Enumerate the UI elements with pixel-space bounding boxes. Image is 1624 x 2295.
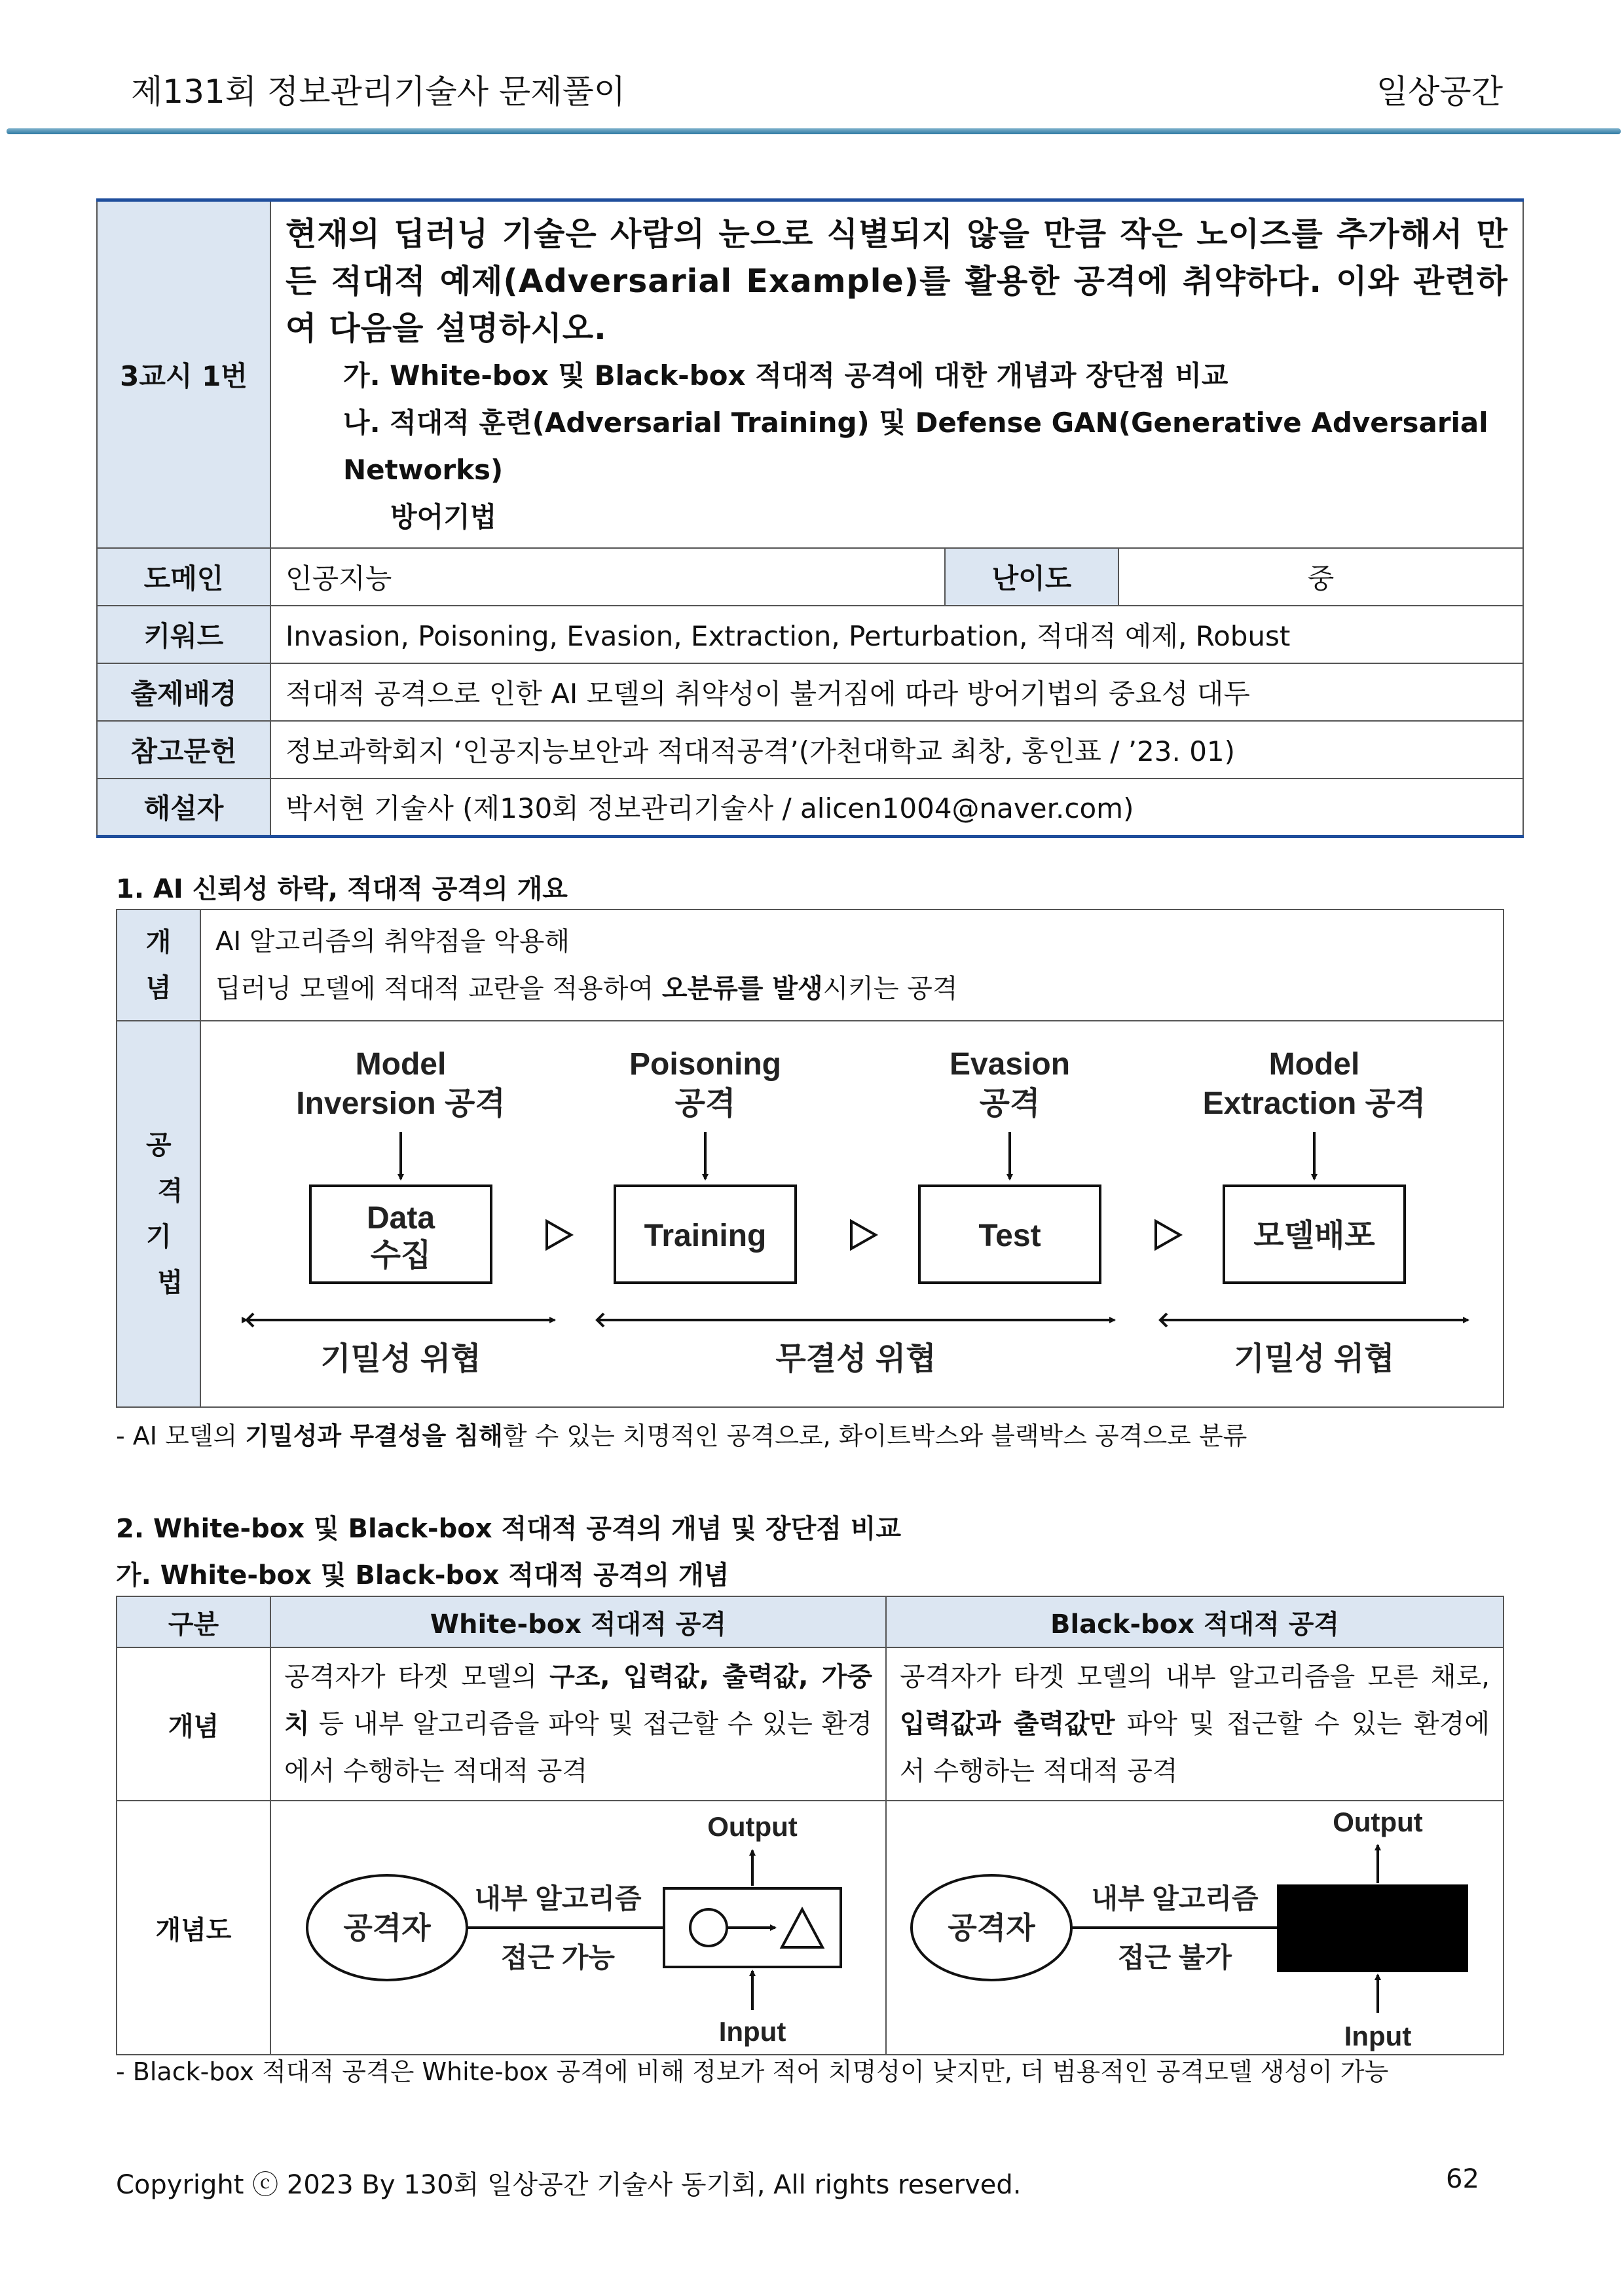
white-box-diagram — [271, 1802, 885, 2053]
flow-arrow-1 — [547, 1221, 571, 1249]
flow-arrow-2 — [851, 1221, 876, 1249]
comparison-table — [116, 1596, 1504, 2055]
bb-access-label: 접근 불가 — [1118, 1942, 1232, 1973]
doc-header-title: 제131회 정보관리기술사 문제풀이 — [131, 73, 626, 111]
bb-input-label: Input — [1344, 2021, 1412, 2051]
domain-value: 인공지능 — [270, 548, 945, 606]
note-pre: - AI 모델의 — [116, 1422, 246, 1450]
section-2a-title: 가. White-box 및 Black-box 적대적 공격의 개념 — [116, 1560, 729, 1590]
bb-output-label: Output — [1333, 1807, 1423, 1837]
question-main: 현재의 딥러닝 기술은 사람의 눈으로 식별되지 않을 만큼 작은 노이즈를 추가해서 만든 적대적 예제(Adversarial Example)를 활용한 공격에 취약하다. 이와 관련하여 다음을 설명하시오. — [286, 215, 1508, 347]
section-1-note — [116, 1416, 1247, 1452]
section-2-title: 2. White-box 및 Black-box 적대적 공격의 개념 및 장단점 비교 — [116, 1514, 902, 1544]
concept-label — [117, 909, 200, 1021]
col-category: 구분 — [117, 1596, 270, 1647]
question-info-table — [96, 198, 1524, 838]
attack-4-title-b: Extraction 공격 — [1202, 1086, 1426, 1121]
wb-model-circle — [690, 1909, 727, 1946]
bb-attacker-label: 공격자 — [948, 1911, 1035, 1945]
stage-training-label: Training — [644, 1219, 767, 1253]
page-number: 62 — [1446, 2164, 1479, 2194]
level-label: 난이도 — [945, 548, 1118, 606]
attack-2-title-b: 공격 — [674, 1086, 736, 1121]
domain-label: 도메인 — [97, 548, 270, 606]
attack-method-label — [117, 1021, 200, 1407]
note-post: 할 수 있는 치명적인 공격으로, 화이트박스와 블랙박스 공격으로 분류 — [502, 1422, 1247, 1450]
bb-model-box — [1278, 1886, 1467, 1971]
wb-concept-b: 구조, 입력값, 출력값, 가중치 — [284, 1662, 873, 1739]
black-box-diagram-cell — [886, 1801, 1504, 2055]
question-text — [270, 200, 1523, 549]
keyword-value: Invasion, Poisoning, Evasion, Extraction, Perturbation, 적대적 예제, Robust — [270, 606, 1523, 663]
wb-input-label: Input — [718, 2016, 786, 2047]
attack-pipeline-diagram-cell — [200, 1021, 1504, 1407]
background-label: 출제배경 — [97, 663, 270, 721]
wb-concept-a: 공격자가 타겟 모델의 — [284, 1662, 550, 1692]
concept-line-1: AI 알고리즘의 취약점을 악용해 — [215, 927, 570, 957]
note-bold: 기밀성과 무결성을 침해 — [245, 1422, 503, 1450]
col-white-box: White-box 적대적 공격 — [270, 1596, 886, 1647]
concept-row-label: 개념 — [117, 1647, 270, 1801]
attack-1-title-a: Model — [355, 1047, 447, 1082]
attack-3-title-b: 공격 — [979, 1086, 1041, 1121]
question-sub-a: 가. White-box 및 Black-box 적대적 공격에 대한 개념과 장단점 비교 — [343, 359, 1228, 392]
overview-table — [116, 909, 1504, 1408]
background-value: 적대적 공격으로 인한 AI 모델의 취약성이 불거짐에 따라 방어기법의 중요성 대두 — [270, 663, 1523, 721]
attack-1-title-b: Inversion 공격 — [296, 1086, 506, 1121]
author-value: 박서현 기술사 (제130회 정보관리기술사 / alicen1004@naver.com) — [270, 779, 1523, 836]
concept-line-2-bold: 오분류를 발생 — [661, 974, 823, 1004]
level-value: 중 — [1118, 548, 1523, 606]
stage-data-label-a: Data — [366, 1201, 435, 1236]
attack-4-title-a: Model — [1268, 1047, 1360, 1082]
question-sub-b: 나. 적대적 훈련(Adversarial Training) 및 Defense GAN(Generative Adversarial Networks) — [343, 407, 1488, 486]
section-2-note: - Black-box 적대적 공격은 White-box 공격에 비해 정보가 적어 치명성이 낮지만, 더 범용적인 공격모델 생성이 가능 — [116, 2057, 1389, 2086]
attack-method-label-1: 공 — [146, 1130, 172, 1160]
wb-internal-label: 내부 알고리즘 — [474, 1883, 642, 1914]
threat-confidentiality-1: 기밀성 위협 — [320, 1342, 481, 1376]
bb-concept-b: 입력값과 출력값만 — [900, 1709, 1115, 1739]
bb-concept-a: 공격자가 타겟 모델의 내부 알고리즘을 모른 채로, — [900, 1662, 1490, 1692]
reference-value: 정보과학회지 ‘인공지능보안과 적대적공격’(가천대학교 최창, 홍인표 / ’23. 01) — [270, 721, 1523, 779]
threat-integrity: 무결성 위협 — [775, 1342, 936, 1376]
wb-attacker-label: 공격자 — [343, 1911, 431, 1945]
footer-copyright: Copyright ⓒ 2023 By 130회 일상공간 기술사 동기회, All rights reserved. — [116, 2170, 1022, 2200]
stage-data-label-b: 수집 — [370, 1238, 432, 1273]
wb-output-label: Output — [707, 1811, 798, 1842]
white-box-diagram-cell — [270, 1801, 886, 2055]
stage-deploy-label: 모델배포 — [1253, 1219, 1375, 1253]
stage-test-label: Test — [978, 1219, 1041, 1253]
header-divider — [7, 128, 1621, 134]
attack-3-title-a: Evasion — [949, 1047, 1071, 1082]
attack-method-label-3: 기 — [146, 1222, 172, 1252]
black-box-diagram — [887, 1802, 1502, 2053]
attack-pipeline-diagram — [201, 1022, 1501, 1406]
bb-internal-label: 내부 알고리즘 — [1091, 1883, 1259, 1914]
concept-label-2: 념 — [145, 973, 172, 1003]
keyword-label: 키워드 — [97, 606, 270, 663]
col-black-box: Black-box 적대적 공격 — [886, 1596, 1504, 1647]
question-sub-b-cont: 방어기법 — [390, 501, 497, 533]
reference-label: 참고문헌 — [97, 721, 270, 779]
attack-method-label-2: 격 — [157, 1176, 183, 1206]
section-1-title: 1. AI 신뢰성 하락, 적대적 공격의 개요 — [116, 874, 568, 904]
concept-line-2-post: 시키는 공격 — [822, 974, 958, 1004]
threat-confidentiality-2: 기밀성 위협 — [1234, 1342, 1395, 1376]
attack-2-title-a: Poisoning — [629, 1047, 781, 1082]
white-box-concept — [270, 1647, 886, 1801]
black-box-concept — [886, 1647, 1504, 1801]
wb-concept-c: 등 내부 알고리즘을 파악 및 접근할 수 있는 환경에서 수행하는 적대적 공격 — [284, 1709, 872, 1786]
concept-line-2-pre: 딥러닝 모델에 적대적 교란을 적용하여 — [215, 974, 662, 1004]
wb-access-label: 접근 가능 — [501, 1942, 615, 1973]
doc-header-brand: 일상공간 — [1376, 73, 1503, 111]
flow-arrow-3 — [1156, 1221, 1180, 1249]
author-label: 해설자 — [97, 779, 270, 836]
question-number: 3교시 1번 — [97, 200, 270, 549]
concept-label-1: 개 — [145, 927, 172, 957]
attack-method-label-4: 법 — [157, 1268, 183, 1298]
bb-concept-c: 파악 및 접근할 수 있는 환경에서 수행하는 적대적 공격 — [900, 1709, 1490, 1786]
concept-text — [200, 909, 1504, 1021]
concept-line-2 — [215, 965, 1488, 1012]
diagram-row-label: 개념도 — [117, 1801, 270, 2055]
